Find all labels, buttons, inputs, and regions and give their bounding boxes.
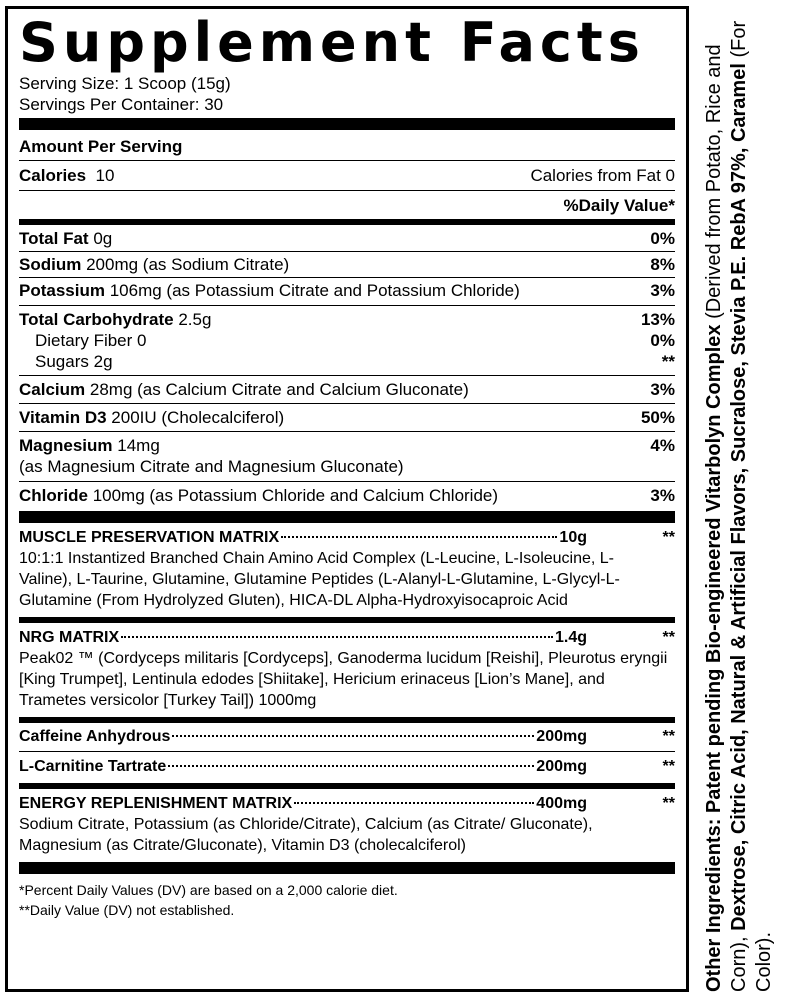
divider	[19, 403, 675, 404]
calories-label: Calories	[19, 166, 87, 185]
divider	[19, 751, 675, 752]
other-ingredients-label: Other Ingredients:	[703, 818, 725, 992]
leader-dots	[121, 636, 553, 638]
nutrient-row: Chloride 100mg (as Potassium Chloride and Calcium Chloride) 3%	[19, 486, 675, 505]
nutrient-row: Calcium 28mg (as Calcium Citrate and Calcium Gluconate) 3%	[19, 380, 675, 399]
divider-medium	[19, 717, 675, 723]
blend-name: NRG MATRIX	[19, 629, 120, 646]
dv-header-row	[19, 195, 675, 216]
divider-thick	[19, 862, 675, 874]
dv-header: %Daily Value*	[563, 196, 675, 215]
other-ingredients-bold1: Patent pending Bio-engineered Vitarbolyn Complex	[703, 324, 725, 814]
other-ingredients-plain1: (Derived from Potato, Rice and Corn),	[703, 44, 750, 992]
divider	[19, 251, 675, 252]
leader-dots	[168, 765, 534, 767]
footnote: *Percent Daily Values (DV) are based on a 2,000 calorie diet.	[19, 882, 398, 898]
blend-dv: **	[662, 728, 675, 745]
blend-row	[19, 793, 675, 814]
divider	[19, 190, 675, 191]
blend-amount: 200mg	[536, 728, 587, 745]
leader-dots	[294, 802, 534, 804]
leader-dots	[281, 536, 557, 538]
blend-row	[19, 756, 675, 777]
blend-name: Caffeine Anhydrous	[19, 728, 171, 745]
divider-thick	[19, 118, 675, 130]
calories-value: 10	[95, 166, 115, 185]
nutrient-row: Vitamin D3 200IU (Cholecalciferol) 50%	[19, 408, 675, 427]
divider	[19, 160, 675, 161]
divider	[19, 305, 675, 306]
amount-per-serving: Amount Per Serving	[19, 137, 183, 156]
nutrient-row: Total Fat 0g 0%	[19, 229, 675, 248]
blend-row	[19, 627, 675, 648]
leader-dots	[172, 735, 534, 737]
divider-medium	[19, 617, 675, 623]
divider	[19, 431, 675, 432]
nutrient-row: Sodium 200mg (as Sodium Citrate) 8%	[19, 255, 675, 274]
nutrient-row: Magnesium 14mg 4%	[19, 436, 675, 455]
nutrient-row: Potassium 106mg (as Potassium Citrate and Potassium Chloride) 3%	[19, 281, 675, 300]
calories-from-fat: Calories from Fat 0	[530, 166, 675, 185]
nutrient-row: Dietary Fiber 0 0%	[35, 331, 675, 350]
other-ingredients-bold2: Dextrose, Citric Acid, Natural & Artificial Flavors, Sucralose, Stevia P.E. RebA 97%, Caramel	[728, 63, 750, 931]
blend-name: ENERGY REPLENISHMENT MATRIX	[19, 795, 293, 812]
blend-name: L-Carnitine Tartrate	[19, 758, 167, 775]
divider	[19, 375, 675, 376]
blend-amount: 1.4g	[554, 629, 587, 646]
divider	[19, 481, 675, 482]
blend-row	[19, 726, 675, 747]
footnote: **Daily Value (DV) not established.	[19, 902, 235, 918]
other-ingredients-plain2: (For Color).	[728, 20, 775, 992]
nutrient-row-continued: (as Magnesium Citrate and Magnesium Gluconate)	[19, 457, 404, 476]
divider-medium	[19, 219, 675, 225]
supplement-facts-panel	[5, 6, 689, 992]
blend-amount: 200mg	[536, 758, 587, 775]
divider	[19, 277, 675, 278]
servings-per-container: Servings Per Container: 30	[19, 95, 224, 114]
blend-amount: 10g	[559, 529, 587, 546]
blend-row	[19, 527, 675, 548]
serving-size: Serving Size: 1 Scoop (15g)	[19, 74, 231, 93]
blend-dv: **	[662, 529, 675, 546]
blend-amount: 400mg	[536, 795, 587, 812]
nutrient-row: Sugars 2g **	[35, 352, 675, 371]
blend-description: 10:1:1 Instantized Branched Chain Amino Acid Complex (L-Leucine, L-Isoleucine, L-Valine), L-Taurine, Glutamine, Glutamine Peptides (L-Alanyl-L-Glutamine, L-Glycyl-L-Glutamine (From Hydrolyzed Gluten), HICA-DL Alpha-Hydroxyisocaproic Acid	[19, 550, 620, 609]
blend-description: Peak02 ™ (Cordyceps militaris [Cordyceps], Ganoderma lucidum [Reishi], Pleurotus eryngii [King Trumpet], Lentinula edodes [Shiitake], Hericium erinaceus [Lion’s Mane], and Trametes versicolor [Turkey Tail]) 1000mg	[19, 650, 668, 709]
nutrient-row: Total Carbohydrate 2.5g 13%	[19, 310, 675, 329]
blend-name: MUSCLE PRESERVATION MATRIX	[19, 529, 280, 546]
divider-thick	[19, 511, 675, 523]
blend-description: Sodium Citrate, Potassium (as Chloride/Citrate), Calcium (as Citrate/ Gluconate), Magnesium (as Citrate/Gluconate), Vitamin D3 (cholecalciferol)	[19, 816, 593, 854]
calories-row	[19, 165, 675, 186]
blend-dv: **	[662, 629, 675, 646]
blend-dv: **	[662, 758, 675, 775]
divider-medium	[19, 783, 675, 789]
other-ingredients	[696, 0, 799, 1000]
page-title: Supplement Facts	[19, 11, 645, 74]
blend-dv: **	[662, 795, 675, 812]
